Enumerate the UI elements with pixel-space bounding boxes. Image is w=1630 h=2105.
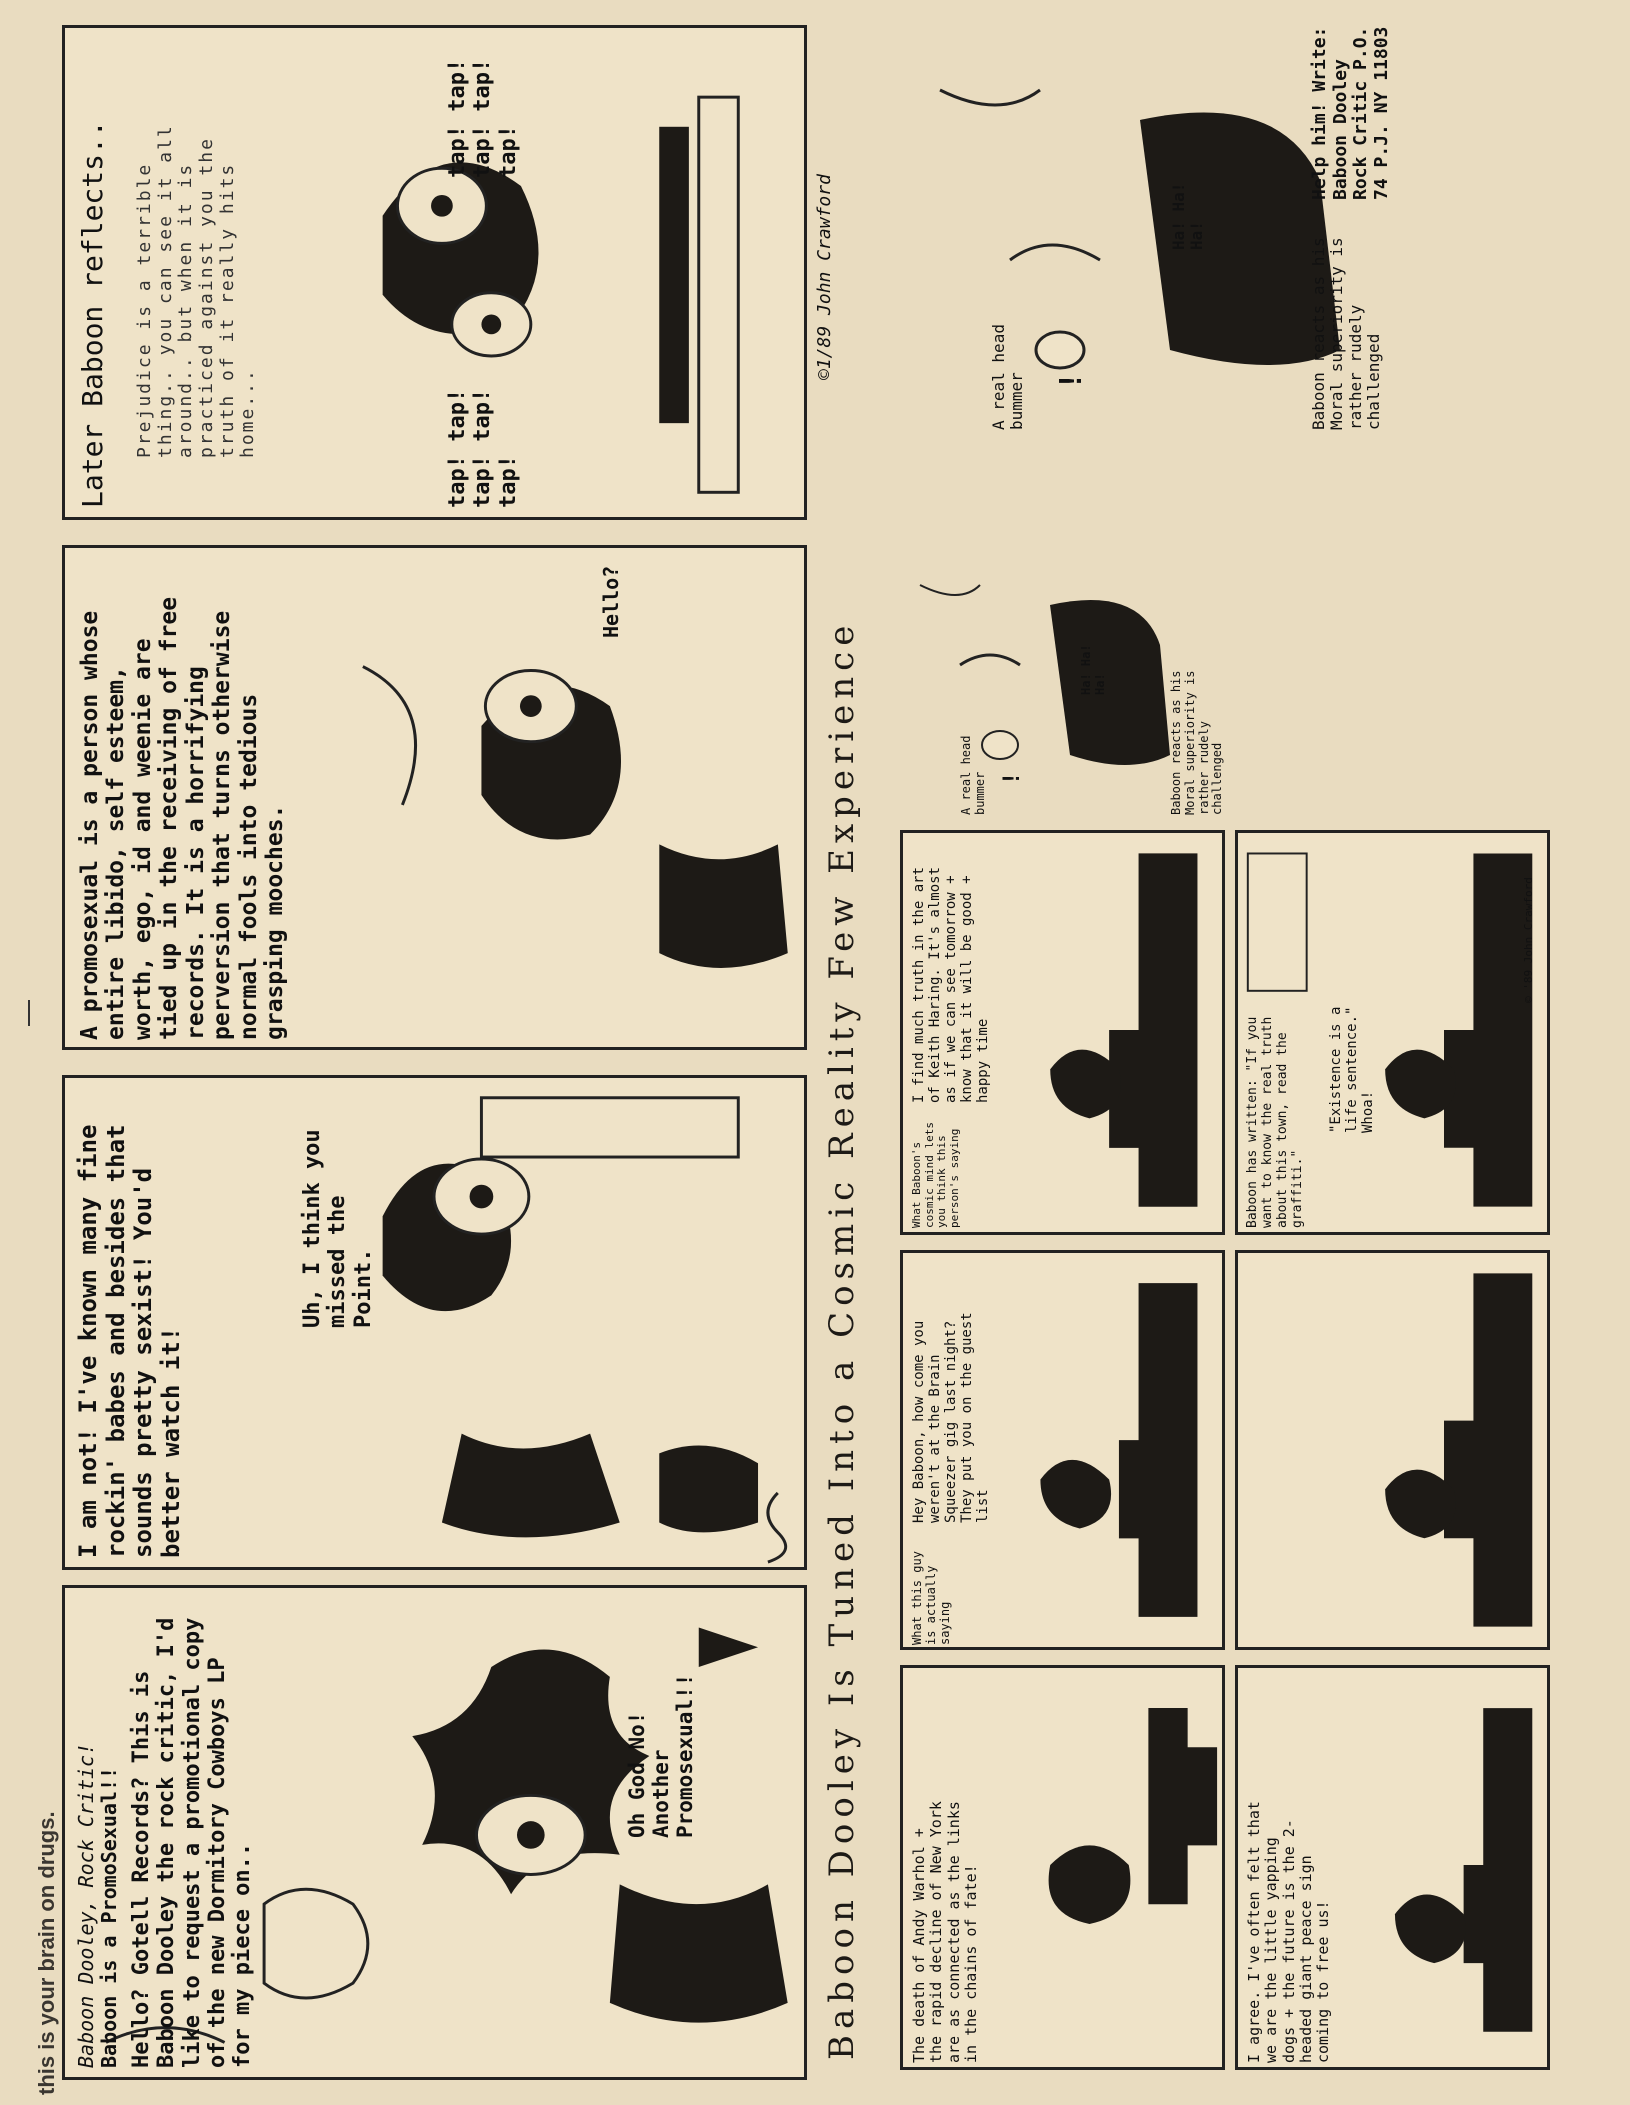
panel1-title: Baboon Dooley, Rock Critic! xyxy=(74,1742,98,2068)
strip3-small-exclaim: ! xyxy=(1000,771,1025,785)
strip1-panel-4 xyxy=(62,25,807,520)
strip2-p3-aside: What Baboon's cosmic mind lets you think this person's saying xyxy=(910,1122,961,1228)
strip1-panel-2 xyxy=(62,1075,807,1570)
strip2-panel-1 xyxy=(900,1665,1225,2070)
strip3-small-laugh: Ha! Ha! Ha! xyxy=(1079,644,1107,695)
strip2-p3-text: I find much truth in the art of Keith Haring. It's almost as if we can see tomorrow + know that it will be good + happy time xyxy=(911,866,992,1103)
strip2-panel-3 xyxy=(900,830,1225,1235)
strip3-large-figure xyxy=(880,26,1440,430)
strip2-p6b-text: "Existence is a life sentence." Whoa! xyxy=(1328,1006,1377,1133)
strip2-p1-text: The death of Andy Warhol + the rapid decline of New York are as connected as the links in the chains of fate! xyxy=(910,1801,980,2063)
strip3-small-figure xyxy=(900,545,1230,815)
strip1-panel-1 xyxy=(62,1585,807,2080)
panel3-reply: Hello? xyxy=(599,565,623,638)
panel3-speech: A promosexual is a person whose entire libido, self esteem, worth, ego, id and weenie are tied up in the receiving of free records. It is a horrifying perversion that turns otherwise normal fools into tedious grasping mooches. xyxy=(77,596,289,1040)
strip1-panel-3 xyxy=(62,545,807,1050)
strip2-panel-5 xyxy=(1235,1250,1550,1650)
panel4-tap-right: tap! tap! tap! tap! tap! xyxy=(445,58,521,178)
strip2-header: Baboon Dooley Is Tuned Into a Cosmic Reality Few Experience xyxy=(822,619,862,2060)
strip3-small-label: A real head bummer xyxy=(959,735,987,815)
strip3-small-caption: Baboon reacts as his Moral superiority is rather rudely challenged xyxy=(1169,670,1225,815)
panel2-speech: I am not! I've known many fine rockin' babes and besides that sounds pretty sexist! You'd better watch it! xyxy=(74,1124,185,1558)
panel1-reply: Oh God No! Another Promosexual!! xyxy=(625,1673,698,1838)
strip2-copyright: © '89 John Crawford xyxy=(1522,877,1535,1003)
panel2-reply: Uh, I think you missed the Point. xyxy=(300,1129,376,1328)
panel4-title: Later Baboon reflects.. xyxy=(76,120,109,508)
strip2-p4-text: I agree. I've often felt that we are the little yapping dogs + the future is the 2-headed giant peace sign coming to free us! xyxy=(1245,1801,1332,2063)
strip3-large-laugh: Ha! Ha! Ha! xyxy=(1169,182,1207,250)
strip3-plea: Help him! Write: Baboon Dooley Rock Critic P.O. 74 P.J. NY 11803 xyxy=(1309,26,1393,200)
footer-tagline-wrap xyxy=(4,1795,59,2095)
strip1-copyright: ©1/89 John Crawford xyxy=(814,174,835,380)
divider-tick xyxy=(28,1000,30,1026)
strip3-large-label: A real head bummer xyxy=(989,324,1027,430)
strip3-large-exclaim: ! xyxy=(1054,371,1089,390)
strip2-p6-text: Baboon has written: "If you want to know the real truth about this town, read the graffiti." xyxy=(1245,1016,1305,1228)
panel1-title2: Baboon is a PromoSexual!! xyxy=(97,1766,121,2068)
panel4-caption: Prejudice is a terrible thing.. you can see it all around.. but when it is practiced against you the truth of it really hits home... xyxy=(134,124,259,458)
strip2-panel-2 xyxy=(900,1250,1225,1650)
strip2-panel5-art xyxy=(1238,1253,1547,1647)
footer-tagline: this is your brain on drugs. xyxy=(34,1811,59,2095)
strip2-p2-text: Hey Baboon, how come you weren't at the Brain Squeezer gig last night? They put you on the guest list xyxy=(911,1312,992,1523)
panel4-tap-left: tap! tap! tap! tap! tap! xyxy=(445,388,521,508)
strip2-p2-aside: What this guy is actually saying xyxy=(910,1551,952,1645)
strip2-panel-6 xyxy=(1235,830,1550,1235)
strip3-large-caption: Baboon reacts as his Moral superiority is rather rudely challenged xyxy=(1309,237,1384,430)
strip2-panel-4 xyxy=(1235,1665,1550,2070)
panel1-speech: Hello? Gotell Records? This is Baboon Dooley the rock critic, I'd like to request a promotional copy of the new Dormitory Cowboys LP for my piece on.. xyxy=(129,1617,256,2068)
